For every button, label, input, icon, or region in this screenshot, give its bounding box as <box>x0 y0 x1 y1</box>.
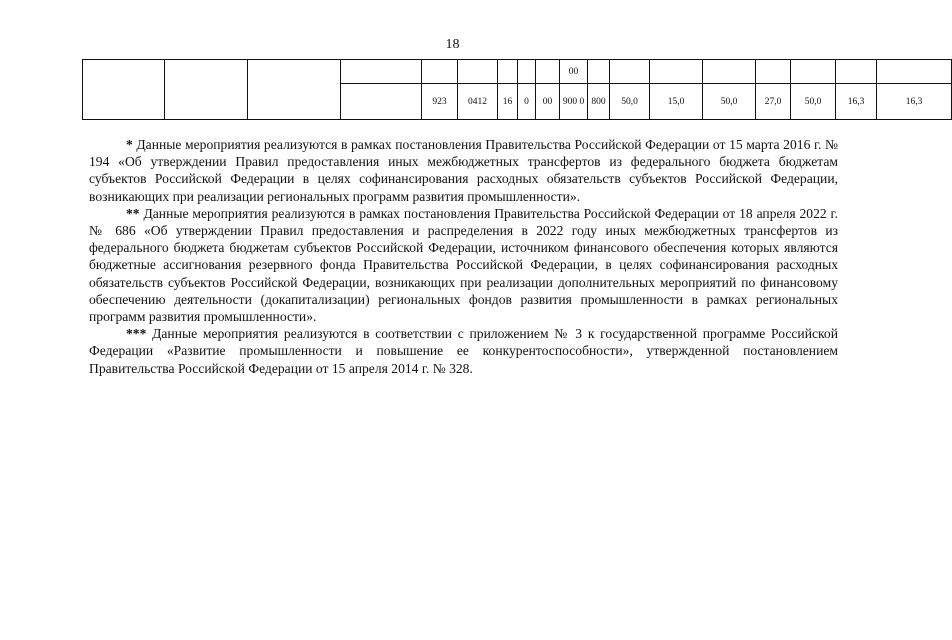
table-cell-empty <box>650 60 703 84</box>
table-cell-empty <box>518 60 536 84</box>
table-cell-value: 16,3 <box>877 84 952 120</box>
table-cell-empty <box>836 60 877 84</box>
table-cell-value: 16,3 <box>836 84 877 120</box>
table-cell-code: 0412 <box>458 84 498 120</box>
footnote-marker: ** <box>126 205 140 221</box>
table-cell-code: 800 <box>588 84 610 120</box>
table-cell-code: 900 0 <box>560 84 588 120</box>
table-header-fragment-row <box>83 60 952 84</box>
footnote-1 <box>89 136 838 205</box>
table-cell-empty <box>610 60 650 84</box>
table-cell-empty <box>756 60 791 84</box>
table-cell-empty <box>248 60 341 120</box>
table-cell-empty <box>588 60 610 84</box>
footnote-text: Данные мероприятия реализуются в рамках постановления Правительства Российской Федерации от 15 марта 2016 г. № 194 «Об утверждении Правил предоставления иных межбюджетных трансфертов из федерального бюджета бюджетам субъектов Российской Федерации в целях софинансирования расходных обязательств субъектов Российской Федерации, возникающих при реализации региональных программ развития промышленности». <box>89 137 838 204</box>
table-cell-empty <box>536 60 560 84</box>
table-cell-empty <box>498 60 518 84</box>
table-cell-code: 0 <box>518 84 536 120</box>
footnote-text: Данные мероприятия реализуются в соответствии с приложением № 3 к государственной программе Российской Федерации «Развитие промышленности и повышение ее конкурентоспособности», утвержденной постановлением Правительства Российской Федерации от 15 апреля 2014 г. № 328. <box>89 326 838 376</box>
table-cell-empty <box>422 60 458 84</box>
table-cell-empty <box>877 60 952 84</box>
table-cell-empty <box>791 60 836 84</box>
budget-table <box>82 59 952 120</box>
footnote-text: Данные мероприятия реализуются в рамках постановления Правительства Российской Федерации от 18 апреля 2022 г. № 686 «Об утверждении Правил предоставления и распределения в 2022 году иных межбюджетных трансфертов из федерального бюджета бюджетам субъектов Российской Федерации, источником финансового обеспечения которых являются бюджетные ассигнования резервного фонда Правительства Российской Федерации, в целях софинансирования расходных обязательств субъектов Российской Федерации, возникающих при реализации дополнительных мероприятий по финансовому обеспечению деятельности (докапитализации) региональных фондов развития промышленности в рамках региональных программ развития промышленности». <box>89 205 838 325</box>
table-cell-fragment: 00 <box>560 60 588 84</box>
table-cell-code: 16 <box>498 84 518 120</box>
table-cell-code: 00 <box>536 84 560 120</box>
footnotes <box>89 136 838 377</box>
table-cell-value: 50,0 <box>610 84 650 120</box>
table-cell-value: 50,0 <box>703 84 756 120</box>
table-cell-empty <box>458 60 498 84</box>
table-cell-empty <box>703 60 756 84</box>
table-cell-empty <box>83 60 165 120</box>
table-cell-empty <box>341 84 422 120</box>
footnote-3 <box>89 325 838 377</box>
table-cell-value: 27,0 <box>756 84 791 120</box>
footnote-2 <box>89 205 838 325</box>
table-cell-code: 923 <box>422 84 458 120</box>
footnote-marker: *** <box>126 326 147 342</box>
page-number: 18 <box>445 37 460 52</box>
table-cell-value: 50,0 <box>791 84 836 120</box>
table-cell-empty <box>165 60 248 120</box>
table-cell-empty <box>341 60 422 84</box>
table-cell-value: 15,0 <box>650 84 703 120</box>
footnote-marker: * <box>126 137 133 152</box>
